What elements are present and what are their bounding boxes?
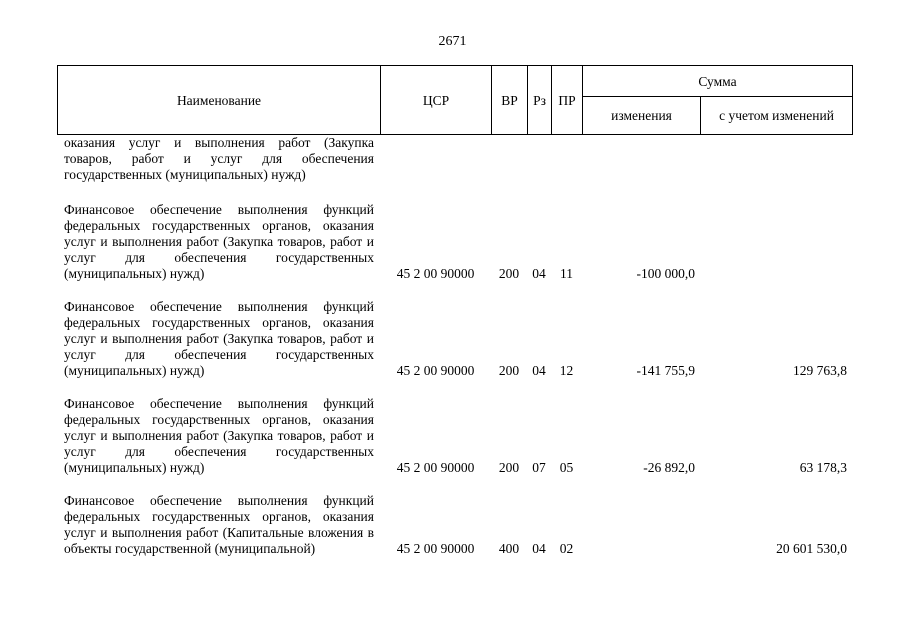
row-name: Финансовое обеспечение выполнения функций федеральных государственных органов, оказания услуг и выполнения работ (Закупка товаров, работ и услуг для обеспечения государственных (муниципальных) нужд) bbox=[64, 202, 374, 281]
row-change: -100 000,0 bbox=[636, 265, 695, 281]
row-change: -141 755,9 bbox=[636, 362, 695, 378]
row-total: 63 178,3 bbox=[799, 459, 847, 475]
table-row bbox=[57, 135, 852, 202]
row-total bbox=[700, 202, 852, 299]
page-number: 2671 bbox=[438, 34, 467, 49]
header-vr: ВР bbox=[492, 66, 528, 135]
row-vr: 200 bbox=[498, 362, 520, 378]
row-change bbox=[582, 493, 700, 574]
row-pr: 11 bbox=[560, 265, 573, 281]
table-body bbox=[57, 135, 852, 575]
row-rz: 04 bbox=[532, 265, 546, 281]
row-rz: 07 bbox=[532, 459, 546, 475]
row-name: Финансовое обеспечение выполнения функций федеральных государственных органов, оказания услуг и выполнения работ (Капитальные вложения в объекты государственной (муниципальной) bbox=[64, 493, 374, 556]
table-row bbox=[57, 299, 852, 396]
table-row bbox=[57, 493, 852, 574]
row-name: Финансовое обеспечение выполнения функций федеральных государственных органов, оказания услуг и выполнения работ (Закупка товаров, работ и услуг для обеспечения государственных (муниципальных) нужд) bbox=[64, 299, 374, 378]
row-name: оказания услуг и выполнения работ (Закупка товаров, работ и услуг для обеспечения государственных (муниципальных) нужд) bbox=[64, 135, 374, 182]
row-name: Финансовое обеспечение выполнения функций федеральных государственных органов, оказания услуг и выполнения работ (Закупка товаров, работ и услуг для обеспечения государственных (муниципальных) нужд) bbox=[64, 396, 374, 475]
row-vr bbox=[491, 135, 527, 202]
row-csr: 45 2 00 90000 bbox=[396, 459, 475, 475]
row-csr bbox=[380, 135, 491, 202]
row-csr: 45 2 00 90000 bbox=[396, 540, 475, 556]
row-rz bbox=[527, 135, 551, 202]
header-sum: Сумма bbox=[583, 66, 853, 97]
row-vr: 200 bbox=[498, 265, 520, 281]
row-change: -26 892,0 bbox=[643, 459, 695, 475]
header-rz: Рз bbox=[528, 66, 552, 135]
row-pr: 05 bbox=[559, 459, 574, 475]
header-pr: ПР bbox=[552, 66, 583, 135]
table-row bbox=[57, 396, 852, 493]
row-total: 20 601 530,0 bbox=[776, 540, 847, 556]
row-vr: 200 bbox=[498, 459, 520, 475]
row-rz: 04 bbox=[532, 540, 546, 556]
row-csr: 45 2 00 90000 bbox=[396, 362, 475, 378]
row-total: 129 763,8 bbox=[793, 362, 847, 378]
row-total bbox=[700, 135, 852, 202]
header-change: изменения bbox=[583, 97, 701, 135]
row-rz: 04 bbox=[532, 362, 546, 378]
table-row bbox=[57, 202, 852, 299]
row-pr: 02 bbox=[559, 540, 574, 556]
row-vr: 400 bbox=[498, 540, 520, 556]
header-csr: ЦСР bbox=[381, 66, 492, 135]
row-csr: 45 2 00 90000 bbox=[396, 265, 475, 281]
table-header bbox=[57, 65, 853, 135]
header-total: с учетом изменений bbox=[701, 97, 853, 135]
row-change bbox=[582, 135, 700, 202]
header-name: Наименование bbox=[58, 66, 381, 135]
row-pr: 12 bbox=[559, 362, 574, 378]
row-pr bbox=[551, 135, 582, 202]
